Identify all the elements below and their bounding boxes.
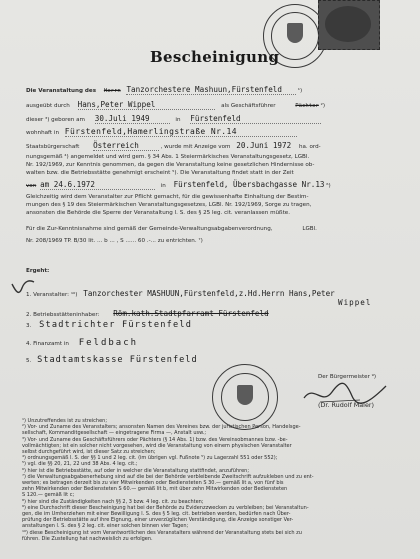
ergeht-item-4 xyxy=(26,340,138,348)
ergeht-item-4-label: Finanzamt in xyxy=(33,341,69,347)
footnote-line: prüfung der Betriebsstätte auf ihre Eignung, einer unverzüglichen Verständigung, die Anzeige sonstiger Ver- xyxy=(22,517,294,524)
wohnhaft-line xyxy=(26,128,297,137)
ergeht-item-1-num: 1. xyxy=(26,292,32,298)
footnote-line: zehn Mitwirkenden oder Bediensteten S 60.— gemäß lit b, mit über zehn Mitwirkenden oder Bediensteten xyxy=(22,486,288,493)
body-line-1: nungsgemäß ⁴) angemeldet und wird gem. § 34 Abs. 1 Steiermärkisches Veranstaltungsgesetz, LGBl. xyxy=(26,154,310,160)
coat-of-arms-icon-bottom xyxy=(237,385,253,405)
footnote-line: ⁵) vgl. die §§ 20, 21, 22 und 38 Abs. 4 leg. cit.; xyxy=(22,461,138,468)
zeit-value: am 24.6.1972 xyxy=(40,180,155,190)
staatsbuerger-label: Staatsbürgerschaft xyxy=(26,144,80,150)
veranstaltung-value: Tanzorchestere Mashuun,Fürstenfeld xyxy=(126,85,295,95)
signature-heading: Der Bürgermeister ⁹) xyxy=(318,374,377,380)
ausgeuebt-suffix: ²) xyxy=(320,103,326,109)
ergeht-item-2-num: 2. xyxy=(26,312,32,318)
signature-name: (Dr. Rudolf Maier) xyxy=(318,401,375,409)
footnote-line: ¹) Unzutreffendes ist zu streichen; xyxy=(22,418,108,424)
staatsbuerger-line xyxy=(26,142,321,151)
staatsbuerger-mid: , wurde mit Anzeige vom xyxy=(160,144,231,150)
geboren-place: Fürstenfeld xyxy=(190,114,320,124)
footnote-line: ⁶) hier ist die Betriebsstätte, auf oder in welcher die Veranstaltung stattfindet, anzuführen; xyxy=(22,467,250,474)
ergeht-item-2 xyxy=(26,310,269,319)
para-line-3: ansonsten die Behörde die Sperre der Veranstaltung l. S. des § 25 leg. cit. veranlassen müßte. xyxy=(26,210,290,216)
ergeht-item-3 xyxy=(26,322,192,330)
paechter-strike: Pächter xyxy=(295,103,319,109)
herrn-strike: Herrn xyxy=(103,88,121,94)
footnote-line: S 120.— gemäß lit c; xyxy=(22,492,75,499)
footnote-line: anstaltungen l. S. des § 2 leg. cit. einer solchen binnen vier Tagen; xyxy=(22,523,189,530)
veranstaltung-label: Die Veranstaltung des xyxy=(26,88,97,94)
ergeht-item-5-num: 5. xyxy=(26,358,32,364)
ergeht-item-2-value: Röm.kath.Stadtpfarramt Fürstenfeld xyxy=(113,309,269,318)
footnote-line: ⁸) hier sind die Zuständigkeiten nach §§ 2, 3 bzw. 4 leg. cit. zu beachten; xyxy=(22,498,204,505)
footnote-line: führen. Die Zustellung hat nachweislich zu erfolgen. xyxy=(22,535,153,542)
ergeht-item-1-value: Tanzorchester MASHUUN,Fürstenfeld,z.Hd.Herrn Hans,Peter xyxy=(83,289,335,298)
zeit-line xyxy=(26,181,331,190)
page-title: Bescheinigung xyxy=(150,48,280,66)
zeit-prefix: von xyxy=(26,183,37,189)
kenntnis-line-2: Nr. 208/1969 TP. B/30 lit. ... b ... , S ...... 60 .-... zu entrichten. ⁷) xyxy=(26,238,203,244)
staatsbuerger-tail: ha. ord- xyxy=(298,144,321,150)
ergeht-item-3-value: Stadtrichter Fürstenfeld xyxy=(39,320,193,330)
para-line-1: Gleichzeitig wird dem Veranstalter zur Pflicht gemacht, für die gewissenhafte Einhaltung der Bestim- xyxy=(26,194,309,200)
wohnhaft-value: Fürstenfeld,Hamerlingstraße Nr.14 xyxy=(65,127,297,137)
footnote-line: ³) Vor- und Zuname des Geschäftsführers oder Pächters (§ 14 Abs. 1) bzw. des Vereinsobmannes bzw. -be- xyxy=(22,436,288,443)
zeit-in: in xyxy=(160,183,166,189)
ergeht-item-5 xyxy=(26,357,198,365)
veranstaltung-suffix: ¹) xyxy=(297,88,303,94)
para-line-2: mungen des § 19 des Steiermärkischen Veranstaltungsgesetzes, LGBl. Nr. 192/1969, Sorge zu tragen, xyxy=(26,202,312,208)
ausgeuebt-value: Hans,Peter Wippel xyxy=(78,100,216,110)
footnote-line: ²) Vor- und Zuname des Veranstalters; ansonsten Namen des Vereines bzw. der juristischen Person, Handelsge- xyxy=(22,424,301,431)
revenue-stamp xyxy=(318,0,380,50)
anzeige-date: 20.Juni 1972 xyxy=(236,141,292,150)
ergeht-item-1 xyxy=(26,290,335,299)
footnote-line: ¹⁰) diese Bescheinigung ist vom Verantwortlichen des Veranstalters während der Veranstaltung stets bei sich zu xyxy=(22,529,302,536)
ergeht-item-4-num: 4. xyxy=(26,341,32,347)
ergeht-item-3-num: 3. xyxy=(26,323,32,329)
ergeht-item-5-value: Stadtamtskasse Fürstenfeld xyxy=(37,355,198,365)
geboren-line xyxy=(26,115,321,124)
footnote-line: ⁴) ordnungsgemäß l. S. der §§ 1 und 2 leg. cit. (im übrigen vgl. Fußnote ⁵) zu Lagerzahl 551 oder 552); xyxy=(22,455,278,462)
geboren-in: in xyxy=(175,117,181,123)
ergeht-item-4-value: Feldbach xyxy=(78,338,139,348)
coat-of-arms-icon xyxy=(287,23,303,43)
ausgeuebt-line xyxy=(26,101,325,110)
kenntnis-lgbl: LGBl. xyxy=(302,226,317,232)
zeit-suffix: ⁶) xyxy=(326,183,331,189)
veranstaltung-line xyxy=(26,86,302,95)
ergeht-item-1-value2: Wippel xyxy=(338,298,372,307)
footnote-line: selbst durchgeführt wird, ist dieser Satz zu streichen; xyxy=(22,449,156,456)
geboren-label: dieser ³) geboren am xyxy=(26,117,85,123)
ergeht-item-2-label: Betriebsstätteninhaber: xyxy=(33,312,100,318)
footnotes xyxy=(22,418,412,542)
staatsbuerger-value: Österreich xyxy=(93,141,159,151)
footnote-line: vollmächtigten; ist ein solcher nicht vorgesehen, wird die Veranstaltung von einem physischen Veranstalter xyxy=(22,442,292,449)
footnote-line: ⁷) die Verwaltungsabgabenerhebung sind auf die bei der Behörde verbleibende Zweitschrift aufzukleben und zu ent- xyxy=(22,473,314,480)
ergeht-label: Ergeht: xyxy=(26,268,50,274)
ausgeuebt-label: ausgeübt durch xyxy=(26,103,70,109)
ergeht-item-1-label: Veranstalter: ¹⁰) xyxy=(33,292,78,298)
wohnhaft-label: wohnhaft in xyxy=(26,130,60,136)
zeit-place: Fürstenfeld, Übersbachgasse Nr.13 xyxy=(173,180,325,189)
footnote-line: gen, die im Umherziehen mit einer Bewilligung l. S. des § 5 leg. cit. betrieben werden, bedürfen nach Über- xyxy=(22,511,291,518)
body-line-3: walten bzw. die Betriebsstätte genehmigt erscheint ⁵). Die Veranstaltung findet statt in der Zeit xyxy=(26,170,294,176)
geboren-date: 30.Juli 1949 xyxy=(95,114,170,124)
footnote-line: ⁹) eine Durchschrift dieser Bescheinigung hat bei der Behörde zu Evidenzzwecken zu verbleiben; bei Veranstaltun- xyxy=(22,504,309,511)
footnote-line: sellschaft, Kommanditgesellschaft — eingetragene Firma —, Anstalt usw.; xyxy=(22,430,207,437)
body-line-2: Nr. 192/1969, zur Kenntnis genommen, da gegen die Veranstaltung keine gesetzlichen Hindernisse ob- xyxy=(26,162,315,168)
ausgeuebt-role: als Geschäftsführer xyxy=(221,103,276,109)
kenntnis-text-1: Für die Zur-Kenntnisnahme sind gemäß der Gemeinde-Verwaltungsabgabenverordnung, xyxy=(26,226,273,232)
footnote-line: werten; es betragen derzeit bis zu vier Mitwirkenden oder Bediensteten S 30.— gemäß lit a, von fünf bis xyxy=(22,480,284,487)
kenntnis-line-1 xyxy=(26,226,317,233)
